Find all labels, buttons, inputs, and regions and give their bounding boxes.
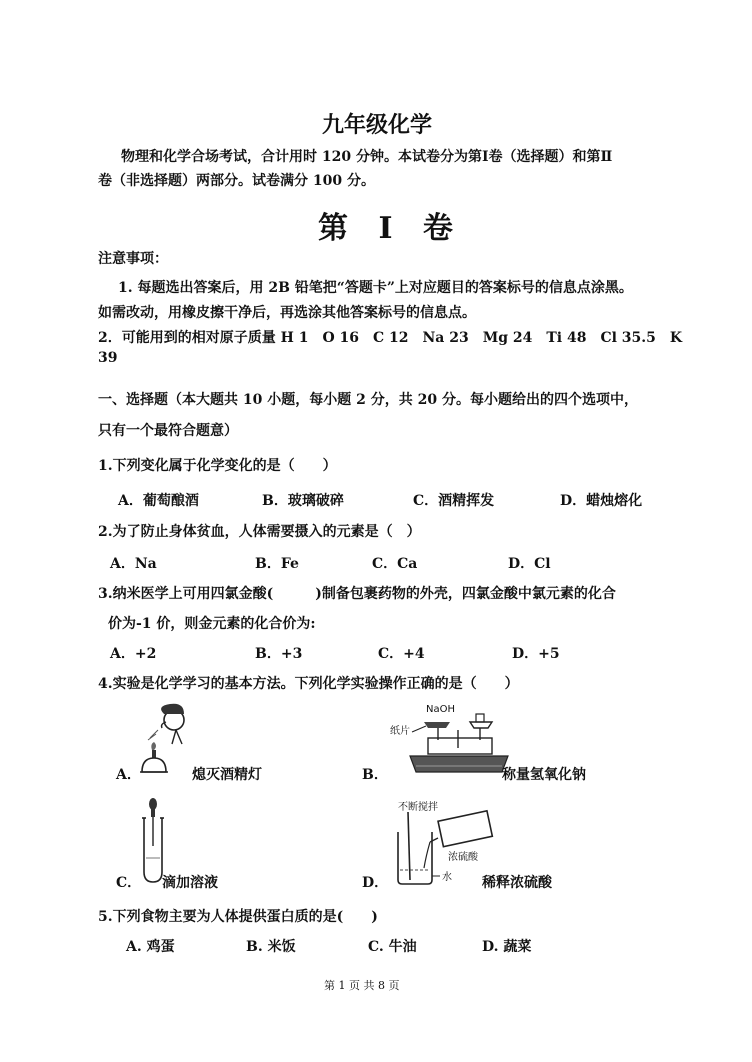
page-title: 九年级化学 (322, 112, 433, 138)
question-1-option-a: A．葡萄酿酒 (118, 493, 199, 509)
question-5-option-b: B. 米饭 (246, 939, 296, 955)
question-3-option-c: C．+4 (378, 646, 425, 662)
intro-line-1: 物理和化学合场考试，合计用时 120 分钟。本试卷分为第Ⅰ卷（选择题）和第Ⅱ (121, 149, 613, 165)
question-5-option-a: A. 鸡蛋 (126, 939, 175, 955)
question-3-option-a: A．+2 (110, 646, 157, 662)
balance-weighing-illustration (388, 700, 512, 780)
question-3-stem-line-1: 3.纳米医学上可用四氯金酸( )制备包裹药物的外壳，四氯金酸中氯元素的化合 (98, 586, 616, 602)
question-4-stem: 4.实验是化学学习的基本方法。下列化学实验操作正确的是（ ） (98, 676, 519, 692)
section-heading-line-2: 只有一个最符合题意） (98, 423, 238, 439)
notice-1-line-1: 1. 每题选出答案后，用 2B 铅笔把“答题卡”上对应题目的答案标号的信息点涂黑。 (118, 280, 633, 296)
question-5-option-c: C. 牛油 (368, 939, 417, 955)
question-3-option-b: B．+3 (255, 646, 303, 662)
naoh-label: NaOH (426, 704, 455, 715)
question-4-option-c-letter: C． (116, 875, 142, 891)
question-2-option-a: A．Na (110, 556, 157, 572)
section-heading-line-1: 一、选择题（本大题共 10 小题，每小题 2 分，共 20 分。每小题给出的四个选项中， (98, 392, 638, 408)
intro-line-2: 卷（非选择题）两部分。试卷满分 100 分。 (98, 173, 375, 189)
question-5-stem: 5.下列食物主要为人体提供蛋白质的是( ) (98, 909, 378, 925)
acid-label: 浓硫酸 (448, 852, 478, 863)
question-4-option-d-letter: D． (362, 875, 389, 891)
question-4-option-d-caption: 稀释浓硫酸 (482, 875, 552, 891)
question-5-option-d: D. 蔬菜 (482, 939, 532, 955)
notice-title: 注意事项： (98, 251, 168, 267)
question-4-option-b-caption: 称量氢氧化钠 (502, 767, 586, 783)
question-3-stem-line-2: 价为-1 价，则金元素的化合价为: (108, 616, 316, 632)
question-2-option-d: D．Cl (508, 556, 551, 572)
question-1-option-b: B．玻璃破碎 (262, 493, 344, 509)
question-3-option-d: D．+5 (512, 646, 560, 662)
question-4-option-a-caption: 熄灭酒精灯 (192, 767, 262, 783)
question-1-option-d: D．蜡烛熔化 (560, 493, 643, 509)
question-4-option-b-letter: B． (362, 767, 388, 783)
question-4-option-a-letter: A． (116, 767, 141, 783)
question-2-stem: 2.为了防止身体贫血，人体需要摄入的元素是（ ） (98, 524, 421, 540)
stir-label: 不断搅拌 (398, 802, 438, 813)
notice-2-line-1: 2．可能用到的相对原子质量 H 1 O 16 C 12 Na 23 Mg 24 Ti 48 Cl 35.5 K (98, 330, 683, 346)
notice-1-line-2: 如需改动，用橡皮擦干净后，再选涂其他答案标号的信息点。 (98, 305, 476, 321)
water-label: 水 (442, 872, 452, 883)
notice-2-line-2: 39 (98, 350, 118, 366)
question-1-stem: 1.下列变化属于化学变化的是（ ） (98, 458, 337, 474)
blowing-out-lamp-illustration (136, 700, 196, 782)
question-2-option-b: B．Fe (255, 556, 299, 572)
paper-label: 纸片 (390, 726, 410, 737)
question-2-option-c: C．Ca (372, 556, 418, 572)
question-1-option-c: C．酒精挥发 (413, 493, 495, 509)
page-footer: 第 1 页 共 8 页 (324, 979, 400, 992)
volume-title: 第 Ⅰ 卷 (318, 211, 463, 246)
question-4-option-c-caption: 滴加溶液 (162, 875, 218, 891)
